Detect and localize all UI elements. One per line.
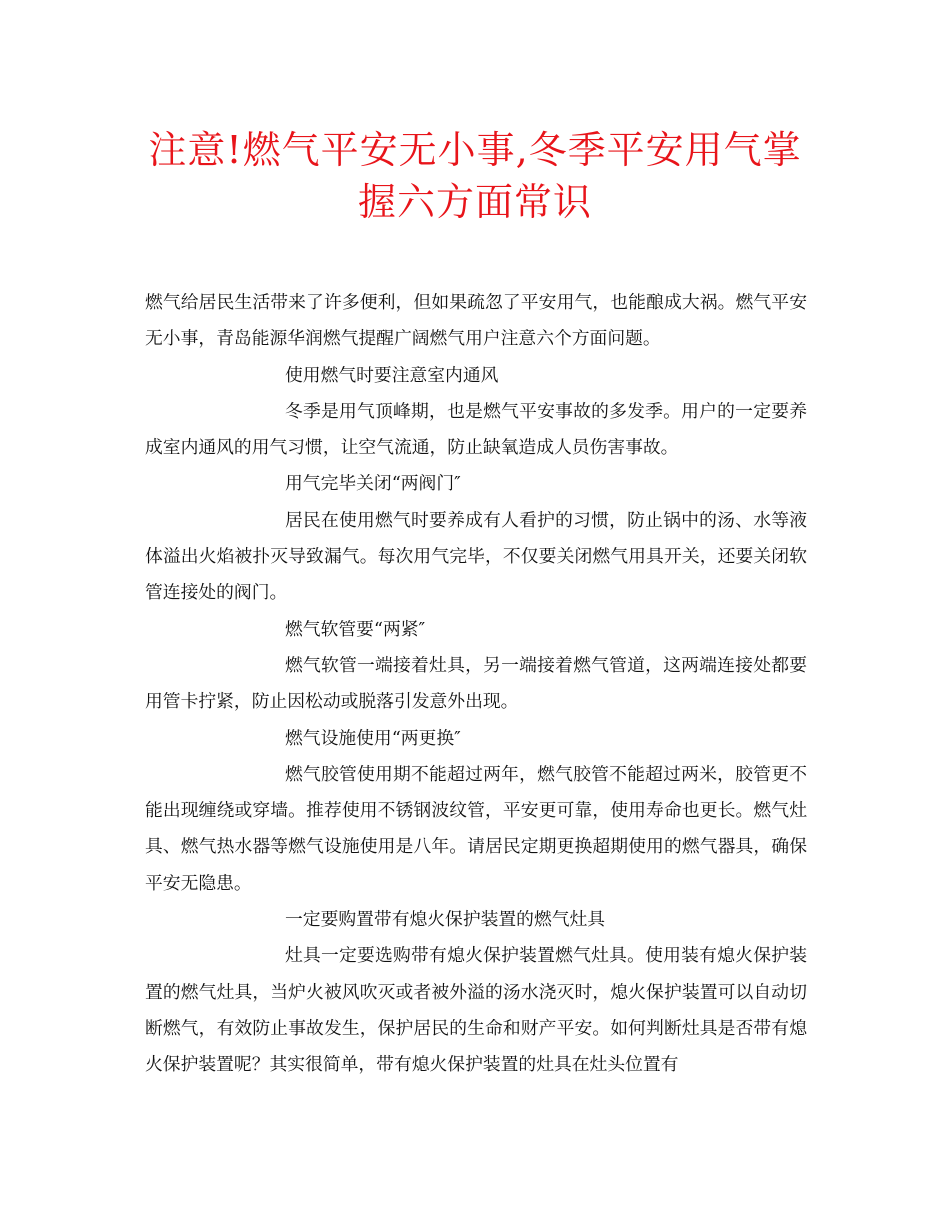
title-line-1: 注意!燃气平安无小事,冬季平安用气掌	[148, 128, 802, 172]
section-paragraph-1: 冬季是用气顶峰期，也是燃气平安事故的多发季。用户的一定要养成室内通风的用气习惯，让空气流通，防止缺氧造成人员伤害事故。	[145, 400, 807, 459]
intro-paragraph: 燃气给居民生活带来了许多便利，但如果疏忽了平安用气，也能酿成大祸。燃气平安无小事，青岛能源华润燃气提醒广阔燃气用户注意六个方面问题。	[145, 292, 807, 350]
document-body	[145, 285, 807, 1084]
section-paragraph-3: 燃气软管一端接着灶具，另一端接着燃气管道，这两端连接处都要用管卡拧紧，防止因松动或脱落引发意外出现。	[145, 654, 807, 713]
title-line-2: 握六方面常识	[357, 180, 592, 224]
section-heading-1: 使用燃气时要注意室内通风	[285, 364, 499, 386]
section-heading-3: 燃气软管要“两紧″	[285, 618, 426, 640]
section-paragraph-4: 燃气胶管使用期不能超过两年，燃气胶管不能超过两米，胶管更不能出现缠绕或穿墙。推荐使用不锈钢波纹管，平安更可靠，使用寿命也更长。燃气灶具、燃气热水器等燃气设施使用是八年。请居民定期更换超期使用的燃气器具，确保平安无隐患。	[145, 763, 807, 894]
section-heading-2: 用气完毕关闭“两阀门″	[285, 473, 461, 495]
section-heading-5: 一定要购置带有熄火保护装置的燃气灶具	[285, 909, 606, 931]
section-heading-4: 燃气设施使用“两更换″	[285, 727, 461, 749]
document-title	[120, 124, 830, 228]
section-paragraph-2: 居民在使用燃气时要养成有人看护的习惯，防止锅中的汤、水等液体溢出火焰被扑灭导致漏气。每次用气完毕，不仅要关闭燃气用具开关，还要关闭软管连接处的阀门。	[145, 509, 807, 604]
section-paragraph-5: 灶具一定要选购带有熄火保护装置燃气灶具。使用装有熄火保护装置的燃气灶具，当炉火被风吹灭或者被外溢的汤水浇灭时，熄火保护装置可以自动切断燃气，有效防止事故发生，保护居民的生命和财产平安。如何判断灶具是否带有熄火保护装置呢？其实很简单，带有熄火保护装置的灶具在灶头位置有	[145, 945, 807, 1076]
